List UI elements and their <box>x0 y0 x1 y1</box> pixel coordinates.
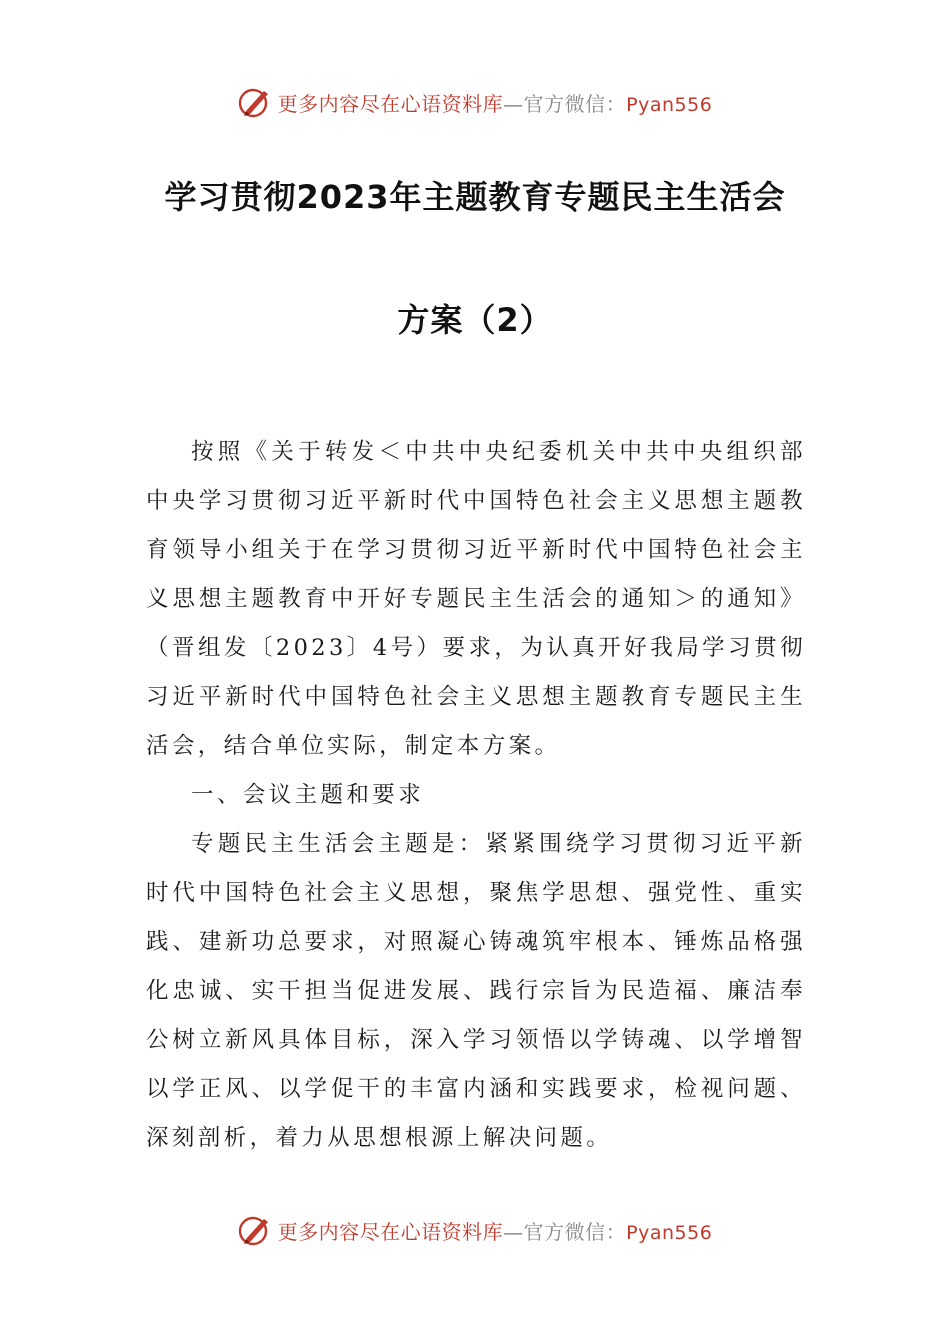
banner-official-label: 官方微信： <box>523 1219 627 1244</box>
paragraph-intro: 按照《关于转发＜中共中央纪委机关中共中央组织部中央学习贯彻习近平新时代中国特色社会主义思想主题教育领导小组关于在学习贯彻习近平新时代中国特色社会主义思想主题教育中开好专题民主生活会的通知＞的通知》（晋组发〔2023〕4号）要求，为认真开好我局学习贯彻习近平新时代中国特色社会主义思想主题教育专题民主生活会，结合单位实际，制定本方案。 <box>146 439 806 759</box>
footer-banner <box>0 1210 950 1250</box>
pen-circle-icon <box>238 1213 272 1247</box>
section-heading-1: 一、会议主题和要求 <box>191 782 425 808</box>
banner-separator: — <box>503 1219 524 1244</box>
document-title-line2: 方案（2） <box>397 301 553 339</box>
header-banner <box>0 82 950 122</box>
banner-separator: — <box>503 91 524 116</box>
document-body <box>146 428 806 1163</box>
banner-official-label: 官方微信： <box>523 91 627 116</box>
pen-circle-icon <box>238 85 272 119</box>
document-title-line1: 学习贯彻2023年主题教育专题民主生活会 <box>164 178 786 216</box>
banner-text: 更多内容尽在心语资料库 <box>277 1219 504 1244</box>
banner-wechat-id: Pyan556 <box>626 1221 713 1244</box>
banner-wechat-id: Pyan556 <box>626 93 713 116</box>
banner-text: 更多内容尽在心语资料库 <box>277 91 504 116</box>
paragraph-theme: 专题民主生活会主题是：紧紧围绕学习贯彻习近平新时代中国特色社会主义思想，聚焦学思想、强党性、重实践、建新功总要求，对照凝心铸魂筑牢根本、锤炼品格强化忠诚、实干担当促进发展、践行宗旨为民造福、廉洁奉公树立新风具体目标，深入学习领悟以学铸魂、以学增智以学正风、以学促干的丰富内涵和实践要求，检视问题、深刻剖析，着力从思想根源上解决问题。 <box>146 831 806 1151</box>
